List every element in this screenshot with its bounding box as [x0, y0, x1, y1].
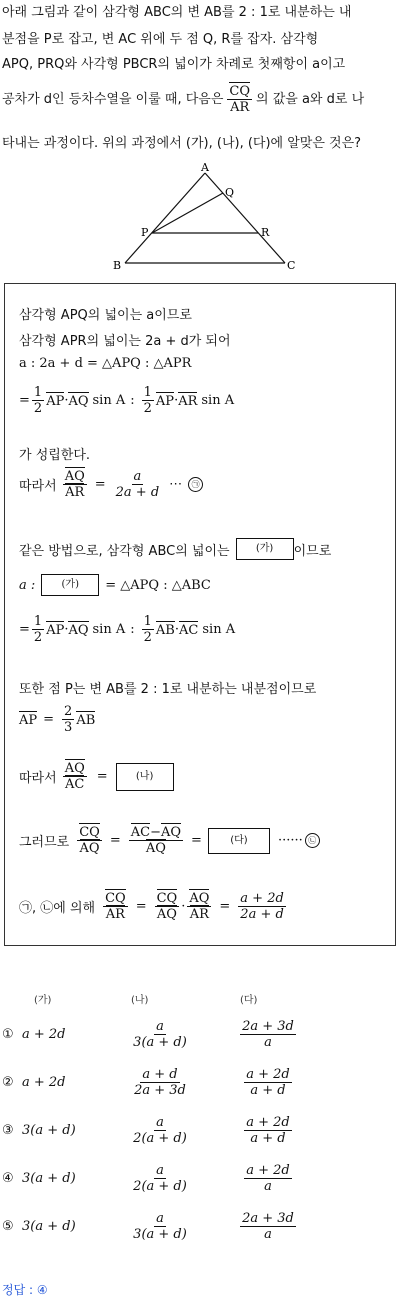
mark-2: ㉡: [305, 833, 320, 848]
sol-line-9: = $\frac{1}{2}$ AP · AQ sin A : $\frac{1}{2}$ AB · AC sin A: [19, 614, 236, 645]
header-na: (나): [131, 995, 149, 1006]
label-r: R: [261, 226, 270, 239]
problem-line-4-a: 공차가 d인 등차수열을 이룰 때, 다음은: [2, 92, 224, 107]
sol-line-4: = $\frac{1}{2}$ AP · AQ sin A : $\frac{1}{2}$ AP · AR sin A: [19, 385, 235, 416]
choice-da: $\frac{a + 2d}{a + d}$: [246, 1115, 290, 1146]
problem-line-2: 분점을 P로 잡고, 변 AC 위에 두 점 Q, R를 잡자. 삼각형: [2, 32, 319, 47]
label-p: P: [141, 226, 149, 239]
choice-ga: 3(a + d): [22, 1219, 76, 1234]
choice-da: $\frac{a + 2d}{a + d}$: [246, 1067, 290, 1098]
sol-line-8: a : (가) = △APQ : △ABC: [19, 574, 211, 596]
choice-na: $\frac{a}{3(a + d)}$: [133, 1019, 187, 1050]
problem-line-1: 아래 그림과 같이 삼각형 ABC의 변 AB를 2 : 1로 내분하는 내: [2, 5, 352, 20]
sol-line-12: 따라서 $\frac{AQ}{AC}$ = (나): [19, 761, 174, 792]
sol-line-7: 같은 방법으로, 삼각형 ABC의 넓이는 (가) 이므로: [19, 538, 331, 560]
sol-line-3: a : 2a + d = △APQ : △APR: [19, 356, 192, 371]
sol-line-2: 삼각형 APR의 넓이는 2a + d가 되어: [19, 334, 231, 349]
label-b: B: [113, 259, 122, 272]
sol-line-13: 그러므로 $\frac{CQ}{AQ}$ = $\frac{AC-AQ}{AQ}$ = (다) ······ ㉡: [19, 825, 320, 856]
sol-line-11: AP = $\frac{2}{3}$ AB: [19, 704, 96, 735]
answer-text: 정답 : ④: [2, 1283, 48, 1297]
sol-line-6: 따라서 $\frac{AQ}{AR}$ = $\frac{a}{2a + d}$ ⋯ ㉠: [19, 469, 203, 500]
choice-na: $\frac{a + d}{2a + 3d}$: [134, 1067, 186, 1098]
choice-item[interactable]: [2, 1067, 310, 1098]
choice-na: $\frac{a}{2(a + d)}$: [133, 1115, 187, 1146]
cq-over-ar-fraction: $\frac{CQ}{AR}$: [229, 84, 251, 115]
problem-line-4: [2, 84, 398, 115]
choice-number: ⑤: [2, 1219, 14, 1234]
problem-line-4-b: 의 값을 a와 d로 나: [256, 92, 365, 107]
choice-item[interactable]: [2, 1115, 310, 1146]
blank-da: (다): [208, 828, 270, 854]
choice-number: ①: [2, 1027, 14, 1042]
choice-na: $\frac{a}{3(a + d)}$: [133, 1211, 187, 1242]
choice-item[interactable]: [2, 1163, 310, 1194]
choice-ga: a + 2d: [22, 1027, 66, 1042]
triangle-figure: [110, 160, 300, 275]
choice-number: ④: [2, 1171, 14, 1186]
solution-box: [4, 283, 396, 946]
choice-number: ③: [2, 1123, 14, 1138]
choice-ga: 3(a + d): [22, 1171, 76, 1186]
label-q: Q: [225, 186, 235, 199]
choice-na: $\frac{a}{2(a + d)}$: [133, 1163, 187, 1194]
problem-line-3: APQ, PRQ와 사각형 PBCR의 넓이가 차례로 첫째항이 a이고: [2, 57, 346, 72]
blank-ga-2: (가): [41, 574, 99, 596]
choice-item[interactable]: [2, 1211, 310, 1242]
label-c: C: [287, 259, 296, 272]
mark-1: ㉠: [188, 477, 203, 492]
choice-number: ②: [2, 1075, 14, 1090]
blank-na: (나): [116, 763, 174, 791]
header-ga: (가): [34, 995, 52, 1006]
choice-ga: 3(a + d): [22, 1123, 76, 1138]
blank-ga: (가): [236, 538, 294, 560]
sol-line-1: 삼각형 APQ의 넓이는 a이므로: [19, 308, 192, 323]
sol-line-5: 가 성립한다.: [19, 448, 91, 463]
choice-item[interactable]: [2, 1019, 310, 1050]
header-da: (다): [240, 995, 258, 1006]
sol-line-10: 또한 점 P는 변 AB를 2 : 1로 내분하는 내분점이므로: [19, 682, 317, 697]
choice-ga: a + 2d: [22, 1075, 66, 1090]
problem-line-5: 타내는 과정이다. 위의 과정에서 (가), (나), (다)에 알맞은 것은?: [2, 136, 362, 151]
choice-da: $\frac{2a + 3d}{a}$: [242, 1019, 294, 1050]
choice-da: $\frac{2a + 3d}{a}$: [242, 1211, 294, 1242]
label-a: A: [201, 161, 209, 174]
sol-line-14: ㉠, ㉡에 의해 $\frac{CQ}{AR}$ = $\frac{CQ}{AQ}$ · $\frac{AQ}{AR}$ = $\frac{a + 2d}{2a + d}$: [19, 891, 284, 922]
choice-da: $\frac{a + 2d}{a}$: [246, 1163, 290, 1194]
